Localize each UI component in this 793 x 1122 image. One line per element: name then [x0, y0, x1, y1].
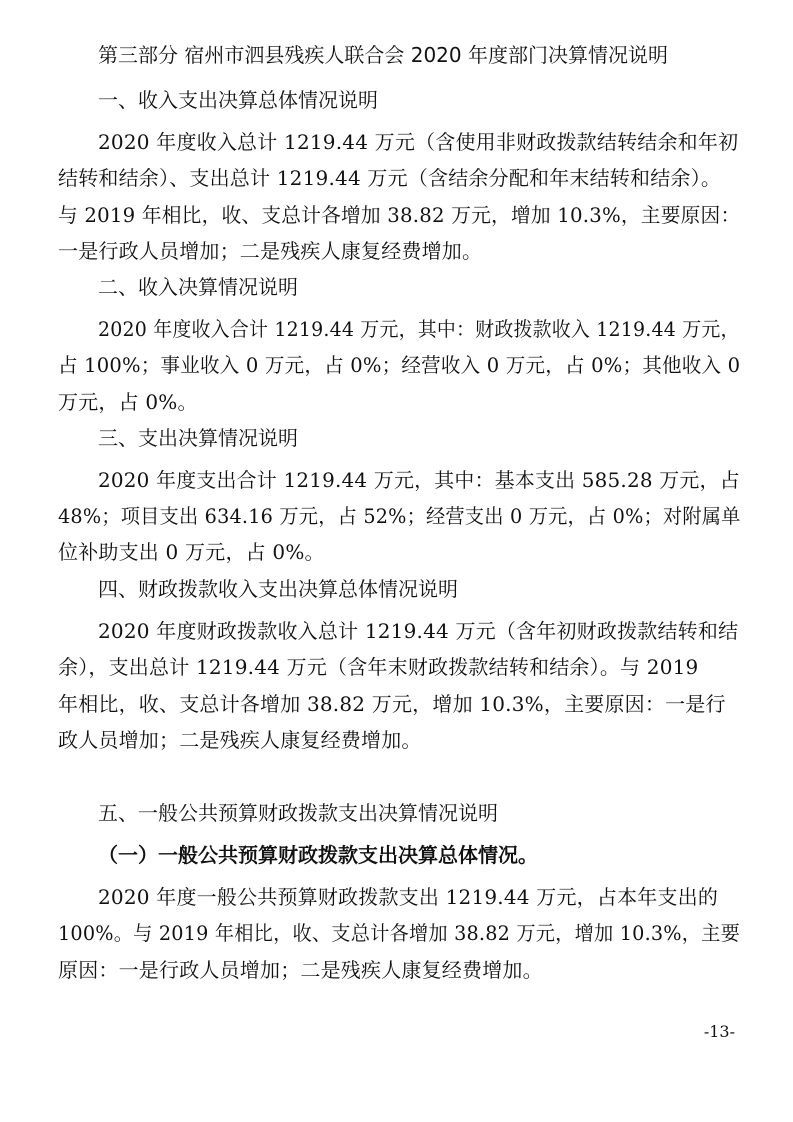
section-3-line-2: 48%；项目支出 634.16 万元，占 52%；经营支出 0 万元，占 0%；对附属单: [58, 504, 741, 528]
section-4-line-2: 余），支出总计 1219.44 万元（含年末财政拨款结转和结余）。与 2019: [58, 655, 699, 679]
section-1-line-1: 2020 年度收入总计 1219.44 万元（含使用非财政拨款结转结余和年初: [98, 130, 739, 154]
section-2-heading: 二、收入决算情况说明: [98, 275, 298, 299]
page-number: -13-: [703, 1022, 735, 1041]
section-2-line-2: 占 100%；事业收入 0 万元，占 0%；经营收入 0 万元，占 0%；其他收入 0: [58, 353, 741, 377]
section-5-subheading: （一）一般公共预算财政拨款支出决算总体情况。: [98, 843, 538, 867]
section-1-line-4: 一是行政人员增加；二是残疾人康复经费增加。: [58, 239, 483, 263]
section-5-heading: 五、一般公共预算财政拨款支出决算情况说明: [98, 801, 498, 825]
section-2-line-1: 2020 年度收入合计 1219.44 万元，其中：财政拨款收入 1219.44 万元，: [98, 317, 740, 341]
section-3-line-3: 位补助支出 0 万元，占 0%。: [58, 540, 325, 564]
section-4-line-4: 政人员增加；二是残疾人康复经费增加。: [58, 728, 422, 752]
section-5-line-2: 100%。与 2019 年相比，收、支总计各增加 38.82 万元，增加 10.3%，主要: [58, 921, 740, 945]
section-5-line-3: 原因：一是行政人员增加；二是残疾人康复经费增加。: [58, 958, 543, 982]
section-2-line-3: 万元，占 0%。: [58, 390, 198, 414]
section-4-line-3: 年相比，收、支总计各增加 38.82 万元，增加 10.3%，主要原因：一是行: [58, 692, 726, 716]
section-4-line-1: 2020 年度财政拨款收入总计 1219.44 万元（含年初财政拨款结转和结: [98, 619, 739, 643]
section-5-line-1: 2020 年度一般公共预算财政拨款支出 1219.44 万元，占本年支出的: [98, 885, 719, 909]
section-3-line-1: 2020 年度支出合计 1219.44 万元，其中：基本支出 585.28 万元，占: [98, 468, 740, 492]
section-1-line-2: 结转和结余）、支出总计 1219.44 万元（含结余分配和年末结转和结余）。: [58, 166, 722, 190]
document-title: 第三部分 宿州市泗县残疾人联合会 2020 年度部门决算情况说明: [98, 43, 668, 67]
section-4-heading: 四、财政拨款收入支出决算总体情况说明: [98, 577, 458, 601]
section-3-heading: 三、支出决算情况说明: [98, 426, 298, 450]
section-1-heading: 一、收入支出决算总体情况说明: [98, 88, 378, 112]
section-1-line-3: 与 2019 年相比，收、支总计各增加 38.82 万元，增加 10.3%，主要原因：: [58, 203, 741, 227]
